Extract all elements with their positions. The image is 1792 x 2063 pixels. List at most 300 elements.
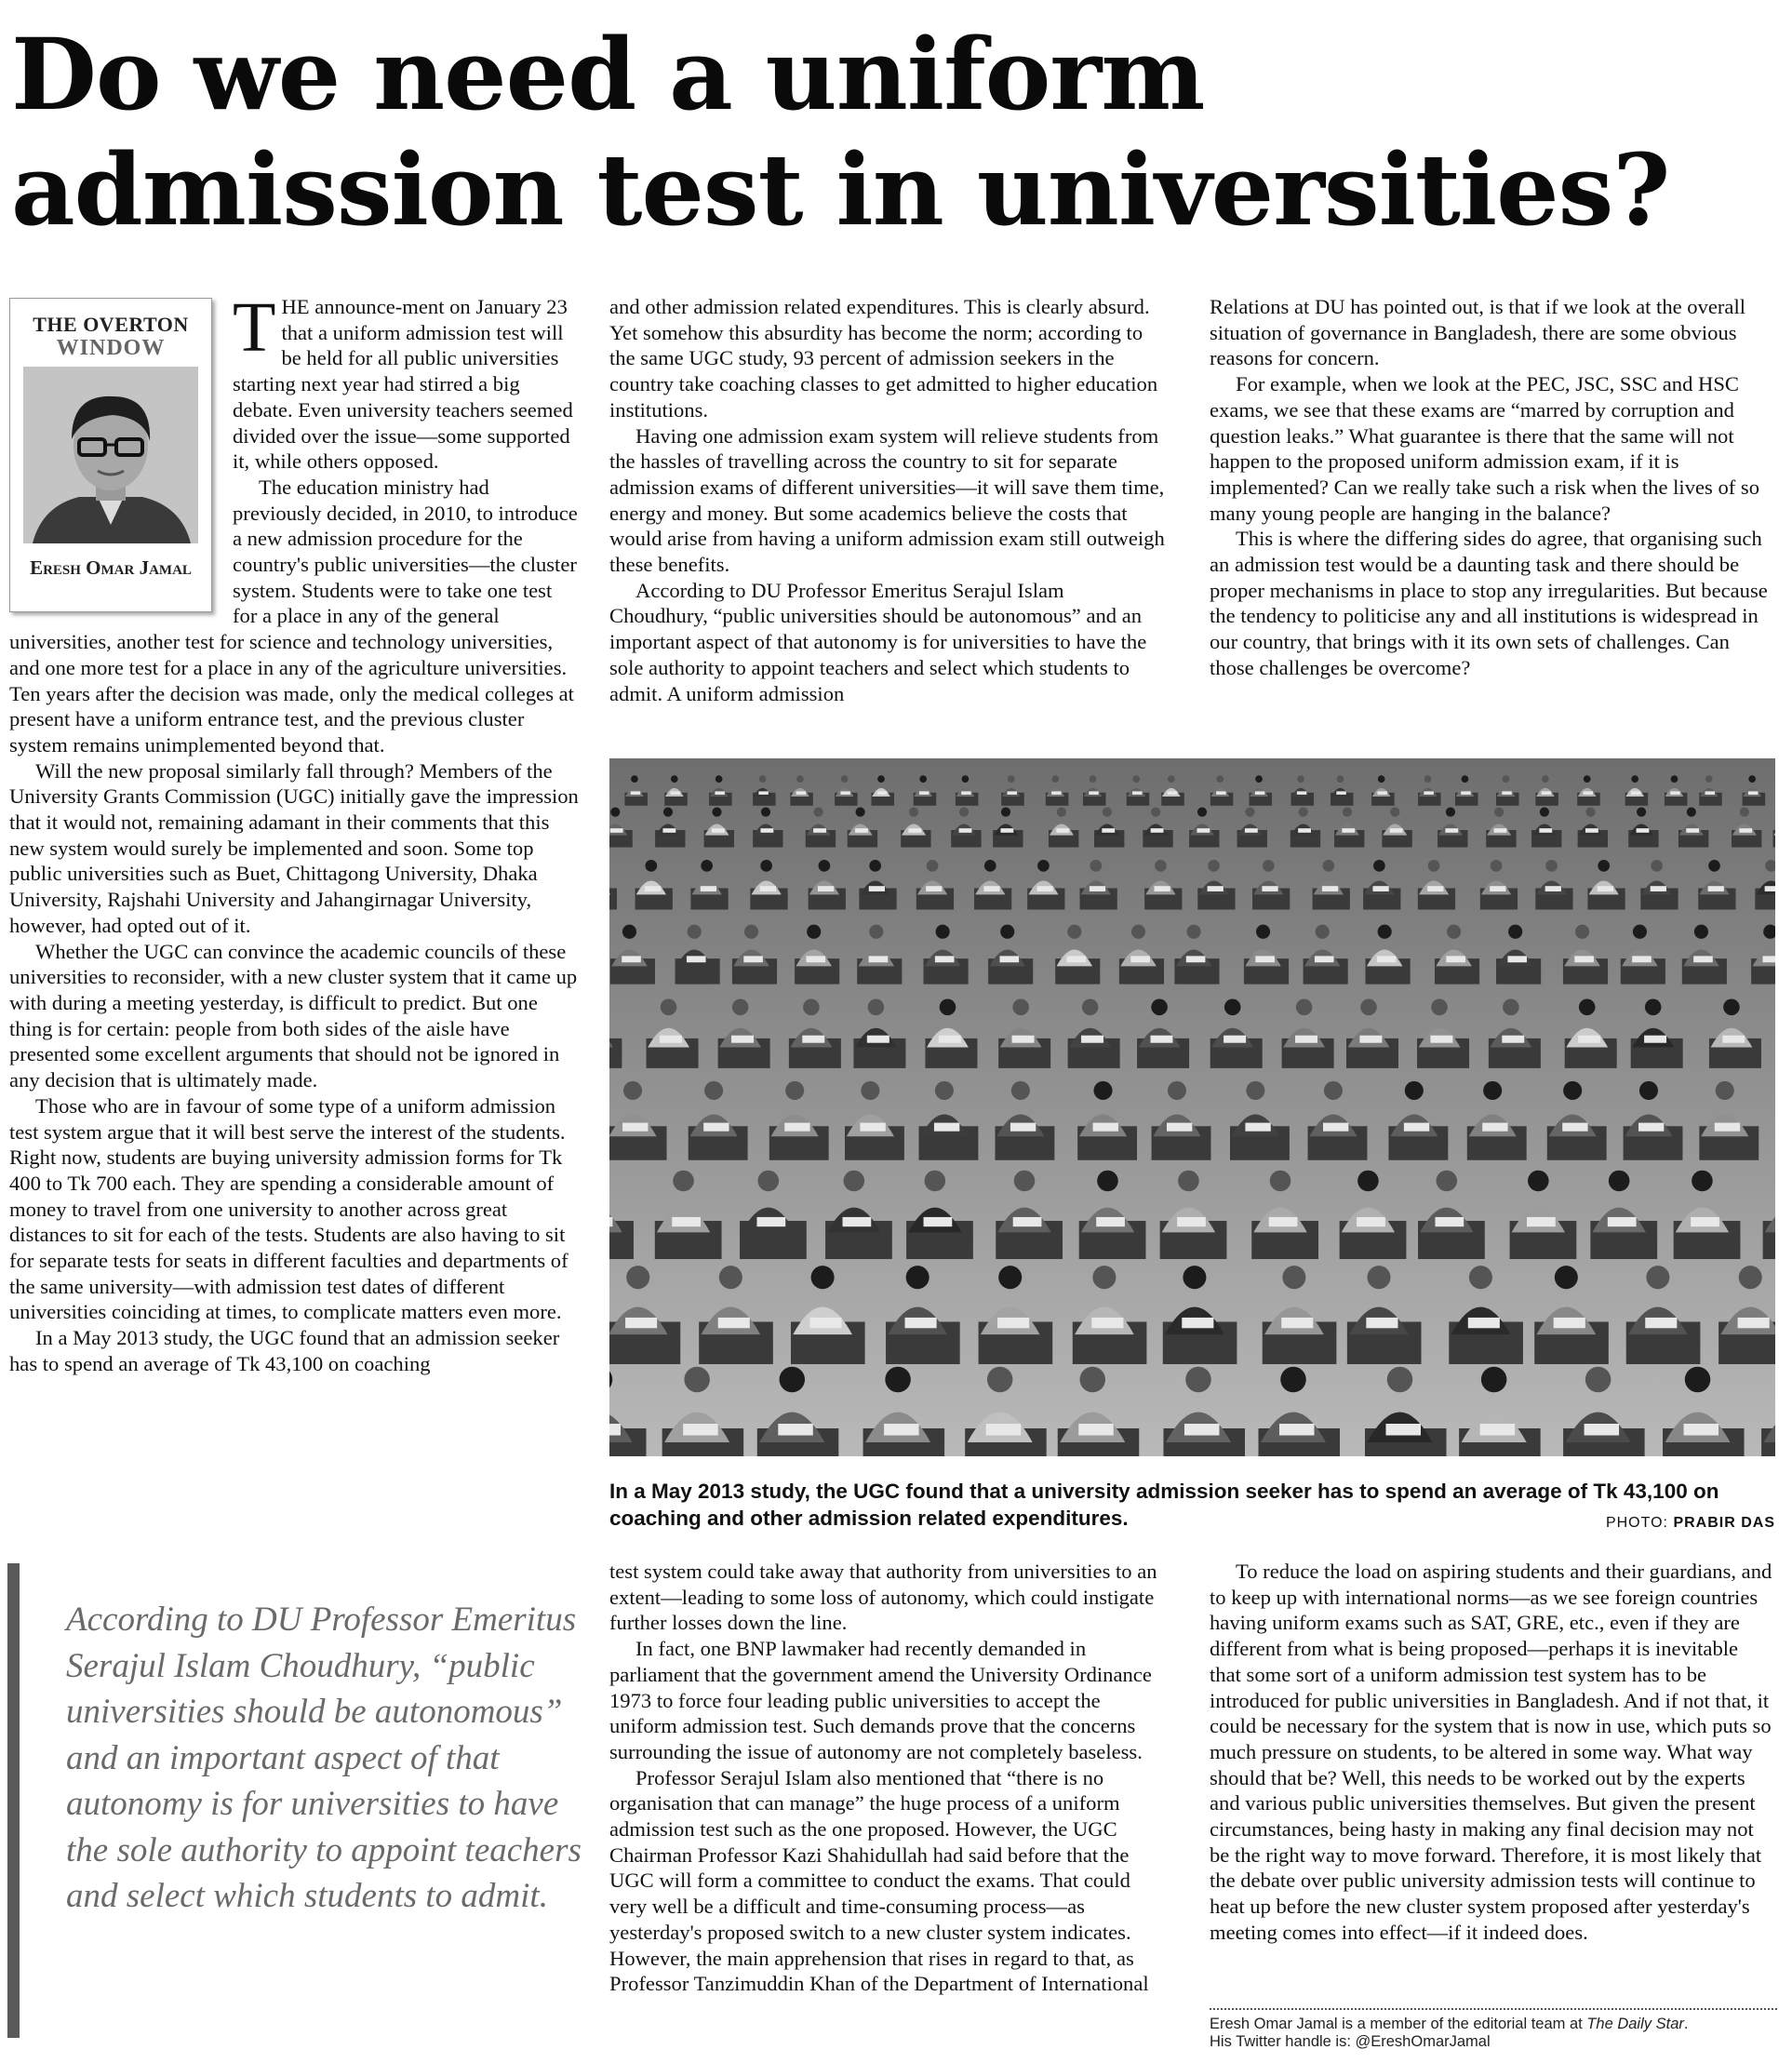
paragraph: THE announce-ment on January 23 that a uniform admission test will be held for all public universities starting next year had stirred a big debate. Even university teachers seemed divided over the issue—some supported it, while others opposed. — [233, 288, 573, 474]
student-head — [811, 1266, 835, 1289]
student-head — [1208, 860, 1220, 872]
pull-quote — [7, 1563, 596, 2038]
exam-paper — [1385, 1424, 1421, 1436]
exam-paper — [926, 886, 942, 891]
article-column-3 — [1210, 294, 1772, 681]
paragraph: Professor Serajul Islam also mentioned that “there is no organisation that can manage” the huge process of a uniform admission test such as the one proposed. However, the UGC Chairman Professor Kazi Shahidullah had said before that the UGC will form a committee to conduct the exams. That could very well be a difficult and time-consuming process—as yesterday's proposed switch to a new cluster system indicates. However, the main apprehension that rises in regard to that, as Professor Tanzimuddin Khan of the Department of International — [609, 1765, 1149, 1996]
student-head — [1357, 1171, 1379, 1192]
student-head — [1646, 1266, 1669, 1289]
student-head — [925, 1171, 946, 1192]
student-head — [935, 1081, 954, 1100]
author-name: Eresh Omar Jamal — [30, 556, 192, 580]
student-head — [796, 775, 804, 783]
exam-paper — [1684, 1424, 1719, 1436]
drop-cap: T — [233, 288, 276, 367]
exam-paper — [1255, 791, 1265, 795]
exam-paper — [1705, 791, 1716, 795]
exam-paper — [924, 1217, 953, 1226]
student-head — [1090, 775, 1097, 783]
exam-paper — [756, 1217, 785, 1226]
exam-paper — [919, 791, 929, 795]
student-head — [1387, 1367, 1413, 1393]
exam-paper — [986, 1424, 1022, 1436]
student-head — [1694, 925, 1708, 939]
exam-paper — [1598, 886, 1613, 891]
student-head — [1579, 999, 1596, 1016]
paragraph: Whether the UGC can convince the academic councils of these universities to reconsider, with a new cluster system that it came up with during a meeting yesterday, is difficult to predict. But one thing is for certain: people from both sides of the aisle have presented some excellent arguments that should not be ignored in any decision that is ultimately made. — [9, 939, 578, 1092]
student-head — [1431, 999, 1448, 1016]
exam-paper — [784, 1123, 809, 1132]
footnote-line-1: Eresh Omar Jamal is a member of the editorial team at The Daily Star. — [1210, 2016, 1689, 2032]
exam-paper — [1445, 828, 1458, 833]
exam-paper — [1262, 886, 1277, 891]
exam-paper — [609, 1217, 612, 1226]
exam-paper — [809, 1318, 841, 1328]
exam-paper — [1281, 1318, 1313, 1328]
exam-paper — [1585, 1424, 1620, 1436]
student-head — [1360, 999, 1377, 1016]
exam-paper — [1295, 1036, 1317, 1043]
student-head — [1563, 1081, 1582, 1100]
student-head — [962, 775, 970, 783]
exam-paper — [1269, 1217, 1298, 1226]
exam-paper — [1186, 956, 1206, 962]
student-head — [744, 925, 758, 939]
student-head — [688, 925, 702, 939]
exam-paper — [1435, 1217, 1464, 1226]
student-head — [1131, 925, 1145, 939]
student-head — [1508, 925, 1522, 939]
student-head — [1197, 808, 1207, 817]
exam-hall-photo — [609, 758, 1775, 1456]
student-head — [626, 1266, 649, 1289]
exam-paper — [1424, 791, 1434, 795]
exam-paper — [1502, 1036, 1524, 1043]
author-photo — [23, 367, 198, 543]
student-head — [1687, 808, 1696, 817]
student-head — [661, 999, 677, 1016]
exam-paper — [1427, 886, 1443, 891]
exam-paper — [1151, 828, 1164, 833]
student-head — [785, 1081, 804, 1100]
student-head — [715, 775, 723, 783]
paragraph: According to DU Professor Emeritus Serajul Islam Choudhury, “public universities should be autonomous” and an important aspect of that autonomy is for universities to have the sole authority to appoint teachers and select which students to admit. A uniform admission — [609, 578, 1147, 705]
exam-paper — [1008, 791, 1018, 795]
student-head — [1270, 1171, 1291, 1192]
exam-paper — [1651, 886, 1666, 891]
student-head — [646, 860, 658, 872]
student-head — [1598, 860, 1610, 872]
student-head — [1343, 808, 1352, 817]
exam-paper — [1245, 1123, 1270, 1132]
student-head — [780, 1367, 806, 1393]
exam-paper — [1096, 1217, 1125, 1226]
exam-paper — [1644, 1036, 1666, 1043]
student-head — [1708, 860, 1720, 872]
exam-paper — [1132, 791, 1143, 795]
exam-paper — [1297, 791, 1307, 795]
paragraph: and other admission related expenditures. This is clearly absurd. Yet somehow this absurdity has become the norm; according to the same UGC study, 93 percent of admission seekers in the country take coaching classes to get admitted to higher education institutions. — [609, 295, 1158, 422]
exam-paper — [961, 791, 971, 795]
student-head — [1494, 808, 1504, 817]
exam-paper — [1507, 956, 1527, 962]
exam-paper — [1390, 828, 1403, 833]
footnote-line-2: His Twitter handle is: @EreshOmarJamal — [1210, 2033, 1491, 2050]
exam-paper — [1670, 791, 1680, 795]
student-head — [936, 925, 950, 939]
exam-paper — [869, 956, 889, 962]
exam-paper — [1208, 886, 1224, 891]
exam-paper — [935, 956, 955, 962]
student-head — [940, 999, 956, 1016]
student-head — [1280, 1367, 1306, 1393]
exam-paper — [796, 791, 807, 795]
student-head — [1255, 775, 1263, 783]
exam-paper — [1155, 886, 1170, 891]
exam-paper — [1738, 1318, 1770, 1328]
exam-paper — [1739, 828, 1752, 833]
author-portrait-icon — [23, 367, 198, 543]
student-head — [1057, 808, 1066, 817]
exam-paper — [1480, 1424, 1516, 1436]
student-head — [1246, 1081, 1264, 1100]
exam-paper — [983, 886, 999, 891]
student-head — [1685, 1367, 1711, 1393]
exam-paper — [672, 1217, 701, 1226]
student-head — [1447, 925, 1461, 939]
student-head — [959, 808, 969, 817]
student-head — [1092, 1266, 1116, 1289]
exam-paper — [687, 956, 706, 962]
exam-paper — [1578, 1036, 1600, 1043]
exam-paper — [1527, 1217, 1556, 1226]
student-head — [1297, 775, 1304, 783]
student-head — [1186, 925, 1200, 939]
student-head — [1740, 808, 1749, 817]
headline: Do we need a uniform admission test in universities? — [11, 16, 1670, 248]
student-head — [1263, 860, 1275, 872]
exam-paper — [1691, 1217, 1719, 1226]
exam-paper — [1632, 956, 1652, 962]
exam-paper — [1197, 828, 1210, 833]
exam-paper — [731, 1036, 754, 1043]
paragraph: Those who are in favour of some type of a uniform admission test system argue that it will best serve the interest of the students. Right now, students are buying university admission forms for Tk 400 to Tk 700 each. They are spending a considerable amount of money to travel from one university to another across great distances to sit for each of the tests. Students are also having to sit for separate tests for seats in different faculties and departments of the same university—with admission test dates of different universities coinciding at times, to complicate matters even more. — [9, 1093, 568, 1324]
exam-paper — [1177, 1217, 1206, 1226]
student-head — [1437, 1171, 1458, 1192]
exam-paper — [1081, 1036, 1103, 1043]
student-head — [987, 1367, 1013, 1393]
exam-paper — [1342, 828, 1355, 833]
exam-paper — [760, 828, 773, 833]
exam-paper — [1377, 956, 1397, 962]
exam-paper — [867, 1036, 889, 1043]
student-head — [1503, 999, 1519, 1016]
student-head — [1155, 860, 1167, 872]
student-head — [998, 1266, 1022, 1289]
exam-paper — [701, 886, 716, 891]
exam-paper — [813, 828, 826, 833]
exam-paper — [1748, 791, 1759, 795]
exam-paper — [1037, 886, 1053, 891]
student-head — [1185, 1367, 1211, 1393]
student-head — [1446, 808, 1455, 817]
student-head — [1637, 808, 1646, 817]
student-head — [673, 1171, 694, 1192]
exam-paper — [939, 1036, 961, 1043]
student-head — [807, 925, 821, 939]
exam-paper — [1012, 1036, 1035, 1043]
exam-paper — [884, 1424, 919, 1436]
exam-paper — [1000, 828, 1013, 833]
exam-paper — [1645, 1318, 1677, 1328]
exam-paper — [1722, 1036, 1745, 1043]
exam-paper — [1315, 956, 1334, 962]
student-head — [1367, 1266, 1390, 1289]
student-head — [1483, 1081, 1502, 1100]
exam-paper — [877, 791, 888, 795]
exam-paper — [1574, 956, 1594, 962]
exam-paper — [778, 1424, 813, 1436]
exam-paper — [625, 1318, 657, 1328]
student-head — [623, 1081, 642, 1100]
exam-paper — [1359, 1036, 1382, 1043]
exam-paper — [1090, 886, 1105, 891]
student-head — [1014, 1171, 1036, 1192]
exam-paper — [1494, 828, 1507, 833]
exam-paper — [860, 1123, 885, 1132]
exam-paper — [802, 1036, 824, 1043]
student-head — [1528, 1171, 1549, 1192]
exam-paper — [1056, 828, 1069, 833]
student-head — [877, 775, 885, 783]
exam-paper — [718, 1318, 750, 1328]
student-head — [1067, 925, 1081, 939]
student-head — [868, 999, 885, 1016]
student-head — [719, 1266, 742, 1289]
student-head — [1132, 775, 1140, 783]
student-head — [1178, 1171, 1199, 1192]
exam-paper — [1130, 956, 1150, 962]
exam-paper — [1089, 791, 1099, 795]
student-head — [841, 775, 849, 783]
exam-paper — [1377, 791, 1387, 795]
exam-paper — [1102, 828, 1115, 833]
exam-paper — [1482, 1123, 1507, 1132]
exam-paper — [1562, 1123, 1587, 1132]
exam-paper — [1765, 886, 1775, 891]
exam-paper — [662, 828, 675, 833]
student-head — [1316, 925, 1330, 939]
exam-paper — [908, 828, 921, 833]
exam-hall-image-icon — [609, 758, 1775, 1456]
student-head — [761, 808, 770, 817]
exam-paper — [1322, 886, 1338, 891]
author-footnote — [1210, 2008, 1777, 2051]
student-head — [1716, 1081, 1734, 1100]
exam-paper — [743, 956, 763, 962]
exam-paper — [610, 828, 623, 833]
exam-paper — [1150, 1036, 1172, 1043]
column-name: THE OVERTON — [33, 313, 189, 336]
exam-paper — [1490, 886, 1505, 891]
exam-paper — [622, 1123, 648, 1132]
student-head — [1011, 1081, 1030, 1100]
student-head — [631, 775, 638, 783]
student-head — [1299, 808, 1308, 817]
student-head — [814, 808, 823, 817]
exam-paper — [1336, 791, 1346, 795]
student-head — [732, 999, 749, 1016]
exam-paper — [1245, 828, 1258, 833]
student-head — [984, 860, 996, 872]
student-head — [1545, 860, 1558, 872]
paragraph: This is where the differing sides do agree, that organising such an admission test would be a daunting task and there should be proper mechanisms in place to stop any irregularities. But because the tendency to politicise any and all institutions is widespread in our country, that brings with it its own sets of challenges. Can those challenges be overcome? — [1210, 527, 1768, 679]
student-head — [1080, 1367, 1106, 1393]
student-head — [684, 1367, 710, 1393]
exam-paper — [1708, 886, 1724, 891]
student-head — [844, 1171, 865, 1192]
student-head — [1097, 1171, 1118, 1192]
exam-paper — [1366, 1318, 1397, 1328]
student-head — [704, 1081, 723, 1100]
student-head — [869, 860, 881, 872]
student-head — [1183, 1266, 1206, 1289]
student-head — [1296, 999, 1313, 1016]
exam-paper — [1013, 1217, 1042, 1226]
article-column-2 — [609, 294, 1168, 706]
student-head — [1256, 925, 1270, 939]
exam-paper — [1255, 956, 1275, 962]
photo-caption: In a May 2013 study, the UGC found that a university admission seeker has to spend an average of Tk 43,100 on coaching and other admission related expenditures. — [609, 1480, 1719, 1530]
exam-paper — [712, 828, 725, 833]
student-head — [1542, 775, 1549, 783]
exam-paper — [840, 791, 850, 795]
student-head — [1378, 775, 1385, 783]
exam-paper — [645, 886, 661, 891]
exam-paper — [1446, 956, 1465, 962]
exam-paper — [999, 956, 1019, 962]
student-head — [701, 860, 713, 872]
student-head — [1748, 775, 1756, 783]
article-column-3-bottom — [1210, 1559, 1772, 1946]
student-head — [1090, 860, 1102, 872]
student-head — [1245, 808, 1254, 817]
exam-paper — [622, 956, 641, 962]
student-head — [1555, 1266, 1578, 1289]
student-head — [1631, 775, 1638, 783]
exam-paper — [1168, 791, 1178, 795]
student-head — [1633, 925, 1647, 939]
student-head — [1082, 999, 1099, 1016]
exam-paper — [869, 886, 885, 891]
student-head — [1424, 775, 1432, 783]
exam-paper — [1093, 1123, 1118, 1132]
exam-paper — [1323, 1123, 1348, 1132]
student-head — [1503, 775, 1510, 783]
paragraph: Will the new proposal similarly fall through? Members of the University Grants Commission (UGC) initially gave the impression that it would not, remaining adamant in their comments that this new system would surely be implemented and soon. Some top public universities such as Buet, Chittagong University, Dhaka University, Rajshahi University and Jahangirnagar University, however, had opted out of it. — [9, 758, 579, 937]
exam-paper — [1372, 886, 1388, 891]
exam-paper — [660, 1036, 682, 1043]
exam-paper — [1404, 1123, 1429, 1132]
exam-paper — [1461, 791, 1471, 795]
exam-paper — [1715, 1123, 1740, 1132]
exam-paper — [1010, 1123, 1036, 1132]
student-head — [1540, 808, 1549, 817]
student-head — [1168, 775, 1175, 783]
student-head — [663, 808, 673, 817]
exam-paper — [855, 828, 868, 833]
exam-paper — [1686, 828, 1699, 833]
student-head — [1093, 1081, 1112, 1100]
student-head — [758, 1171, 780, 1192]
student-head — [1645, 999, 1662, 1016]
exam-paper — [1542, 791, 1552, 795]
student-head — [1151, 808, 1160, 817]
student-head — [1609, 1171, 1630, 1192]
student-head — [1671, 775, 1678, 783]
student-head — [1723, 999, 1740, 1016]
student-head — [1584, 775, 1591, 783]
student-head — [1008, 775, 1015, 783]
exam-paper — [1167, 1123, 1192, 1132]
exam-paper — [997, 1318, 1029, 1328]
student-head — [1692, 1171, 1713, 1192]
exam-paper — [1554, 1318, 1585, 1328]
paragraph: In a May 2013 study, the UGC found that an admission seeker has to spend an average of Tk 43,100 on coaching — [9, 1326, 560, 1375]
student-head — [712, 808, 721, 817]
student-head — [760, 860, 772, 872]
exam-paper — [683, 1424, 718, 1436]
student-head — [919, 775, 927, 783]
exam-paper — [1078, 1424, 1114, 1436]
paragraph: For example, when we look at the PEC, JSC, SSC and HSC exams, we see that these exams are “marred by corruption and question leaks.” What guarantee is there that the same will not happen to the proposed uniform admission exam, if it is implemented? Can we really take such a risk when the lives of so many young people are hanging in the balance? — [1210, 372, 1760, 525]
student-head — [1323, 860, 1335, 872]
exam-paper — [1184, 1424, 1220, 1436]
exam-paper — [1693, 956, 1713, 962]
student-head — [927, 860, 939, 872]
exam-paper — [1762, 956, 1775, 962]
student-head — [1337, 775, 1344, 783]
paragraph: Relations at DU has pointed out, is that if we look at the overall situation of governance in Bangladesh, there are some obvious reasons for concern. — [1210, 295, 1746, 370]
student-head — [759, 775, 767, 783]
student-head — [1575, 925, 1589, 939]
exam-paper — [959, 828, 972, 833]
student-head — [1216, 775, 1224, 783]
student-head — [1405, 1081, 1424, 1100]
student-head — [1390, 808, 1399, 817]
student-head — [671, 775, 678, 783]
exam-paper — [760, 886, 776, 891]
exam-paper — [818, 886, 834, 891]
student-head — [803, 999, 820, 1016]
exam-paper — [1279, 1424, 1315, 1436]
student-head — [1012, 999, 1029, 1016]
exam-paper — [1357, 1217, 1385, 1226]
exam-paper — [703, 1123, 729, 1132]
exam-paper — [631, 791, 641, 795]
student-head — [861, 1081, 879, 1100]
exam-paper — [1224, 1036, 1246, 1043]
exam-paper — [758, 791, 769, 795]
student-head — [1705, 775, 1713, 783]
pull-quote-text: According to DU Professor Emeritus Serajul Islam Choudhury, “public universities should be autonomous” and an important aspect of that autonomy is for universities to have the sole authority to appoint teachers and select which students to admit. — [66, 1601, 582, 1915]
student-head — [1651, 860, 1663, 872]
student-head — [1282, 1266, 1305, 1289]
student-head — [856, 808, 865, 817]
student-head — [885, 1367, 911, 1393]
student-head — [1037, 860, 1050, 872]
student-head — [1000, 925, 1014, 939]
